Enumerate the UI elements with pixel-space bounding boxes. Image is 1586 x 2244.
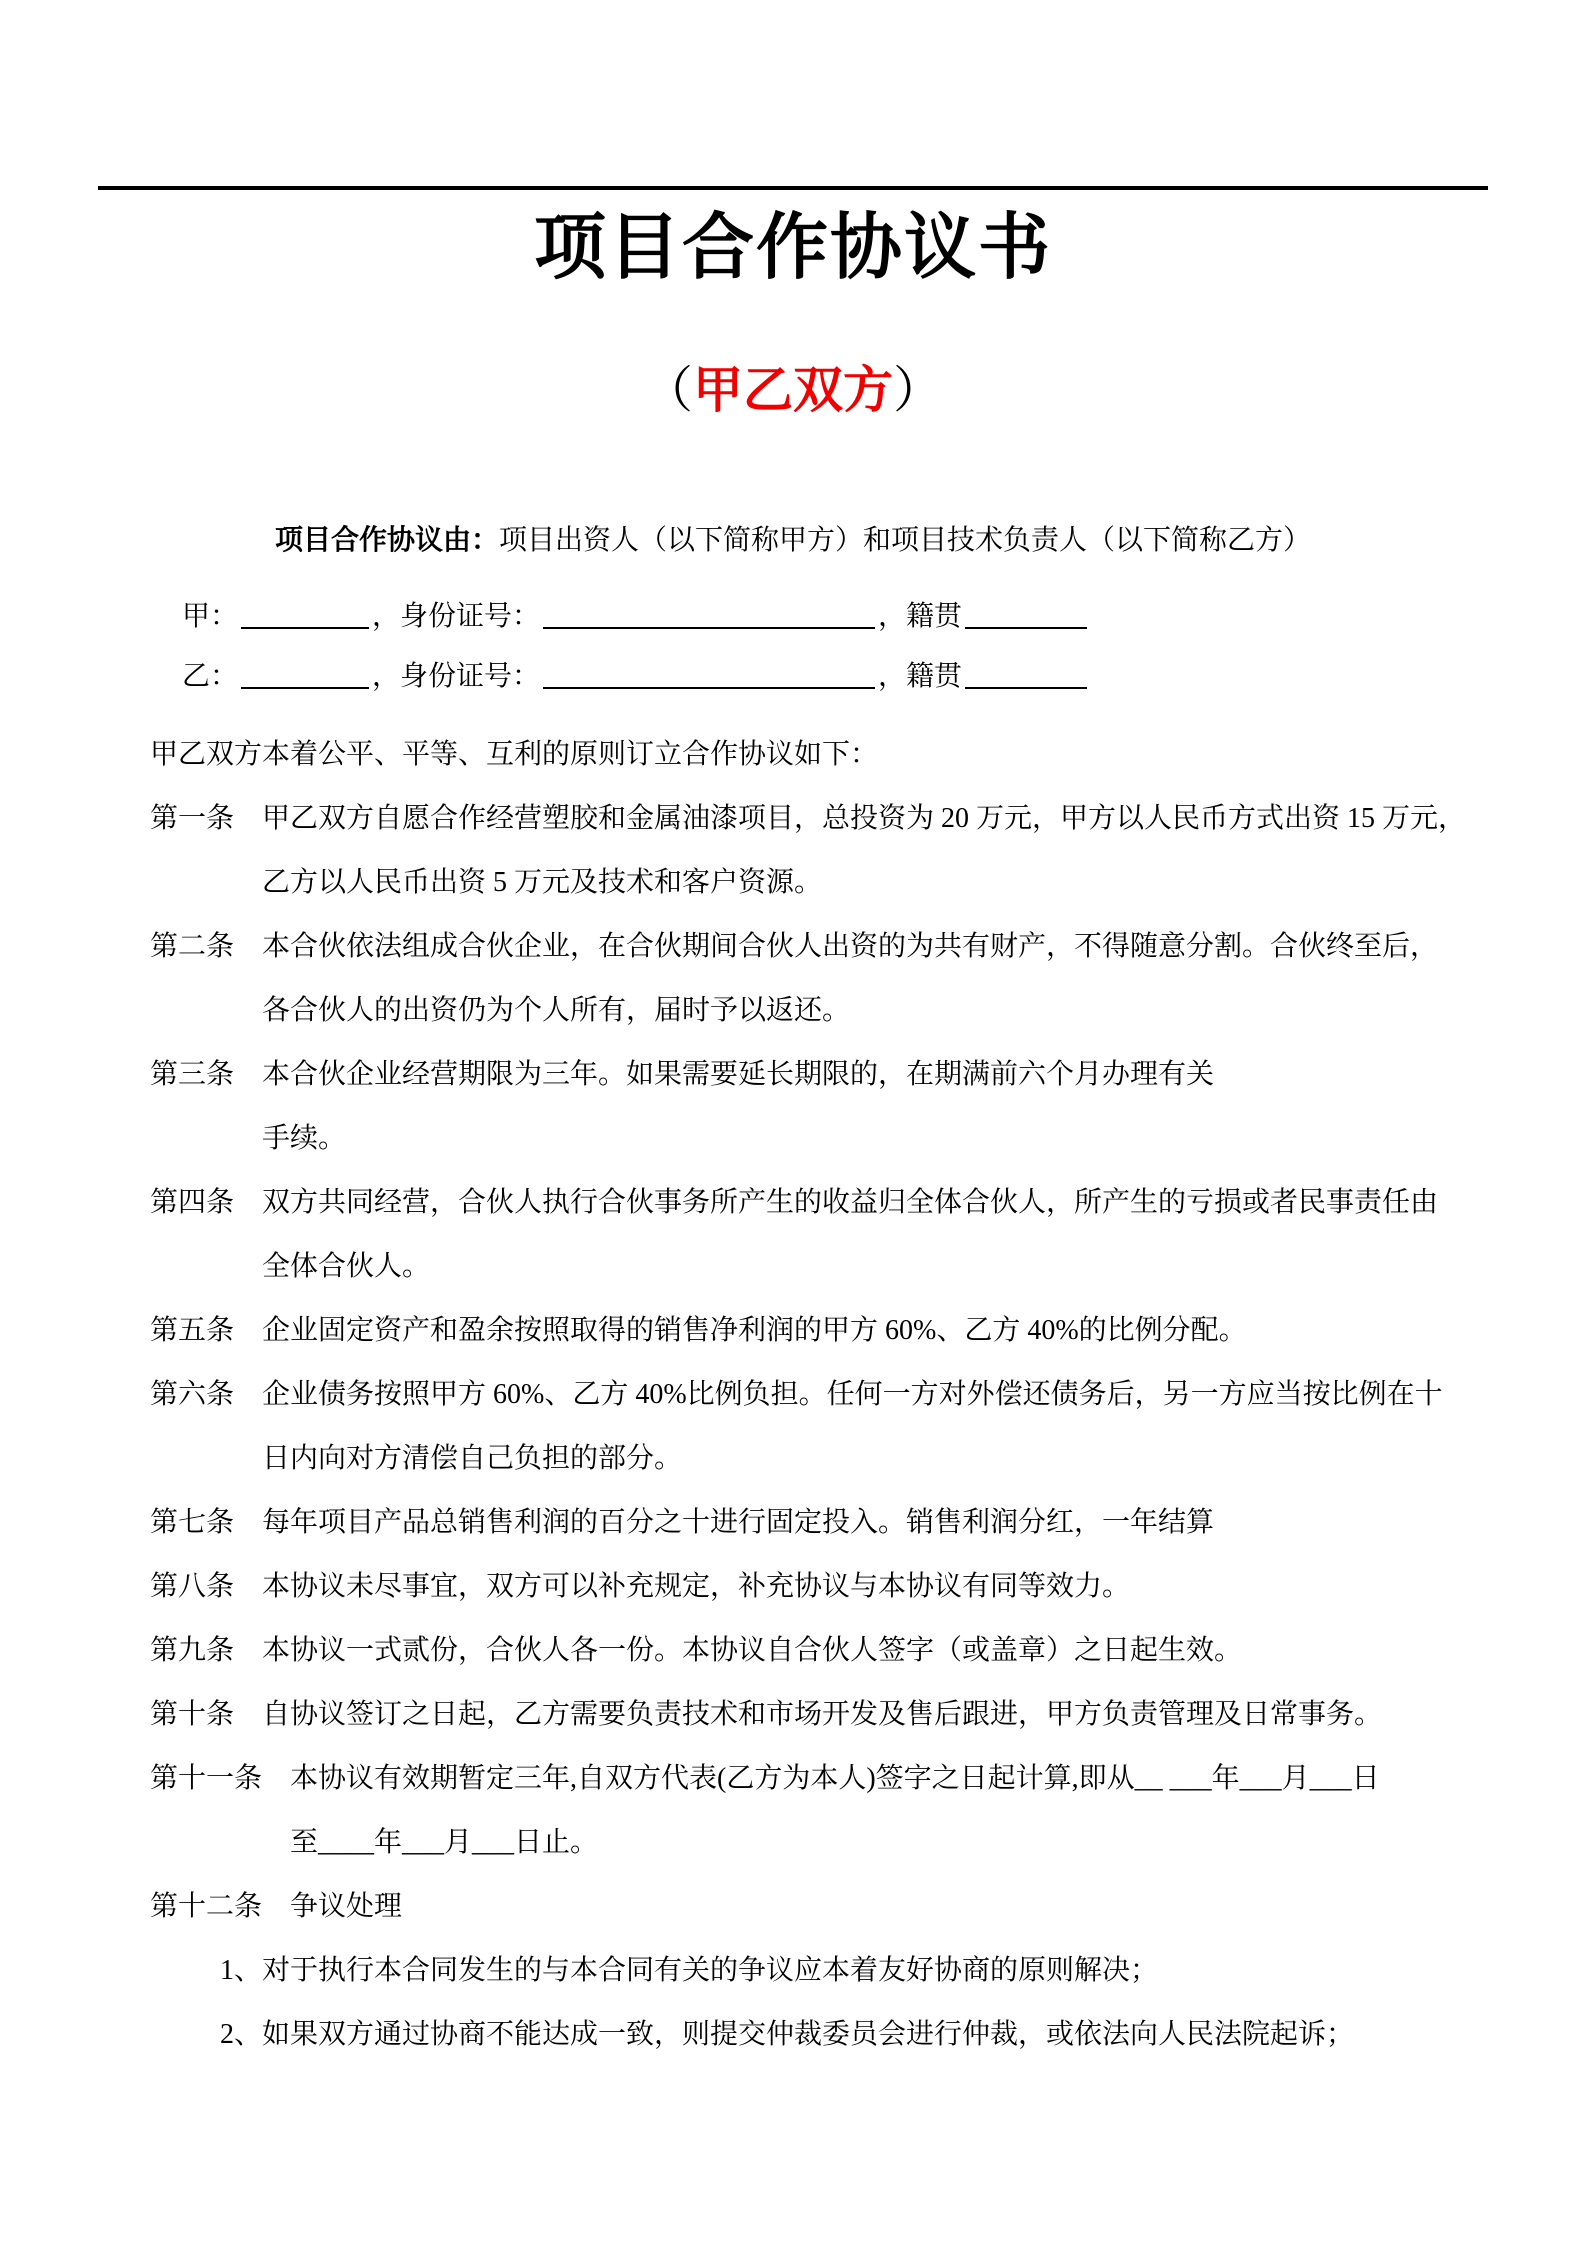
subtitle-close-paren: ） bbox=[893, 361, 943, 418]
subtitle-red-text: 甲乙双方 bbox=[693, 361, 893, 418]
article-2 bbox=[150, 915, 1488, 1043]
article-line: 每年项目产品总销售利润的百分之十进行固定投入。销售利润分红，一年结算 bbox=[262, 1506, 1215, 1538]
article-label: 第十二条 bbox=[150, 1890, 263, 1922]
intro-paragraph bbox=[98, 511, 1488, 571]
page-subtitle bbox=[98, 358, 1488, 423]
article-content bbox=[262, 1363, 1488, 1491]
article-content bbox=[262, 1043, 1488, 1171]
party-b-origin-blank bbox=[965, 687, 1087, 689]
article-label: 第八条 bbox=[150, 1570, 235, 1602]
article-line: 本协议未尽事宜，双方可以补充规定，补充协议与本协议有同等效力。 bbox=[262, 1570, 1131, 1602]
article-content bbox=[262, 1491, 1488, 1555]
dispute-item: 2、如果双方通过协商不能达成一致，则提交仲裁委员会进行仲裁，或依法向人民法院起诉； bbox=[220, 2018, 1355, 2050]
article-line: 本合伙依法组成合伙企业，在合伙期间合伙人出资的为共有财产，不得随意分割。合伙终至后， bbox=[262, 930, 1439, 962]
article-12 bbox=[150, 1875, 1488, 1939]
article-line: 各合伙人的出资仍为个人所有，届时予以返还。 bbox=[262, 994, 851, 1026]
party-b-label: 乙： bbox=[182, 660, 239, 692]
article-label: 第十一条 bbox=[150, 1762, 263, 1794]
article-line: 本协议有效期暂定三年,自双方代表(乙方为本人)签字之日起计算,即从__ ___年___月___日 bbox=[290, 1762, 1380, 1794]
article-line: 本合伙企业经营期限为三年。如果需要延长期限的，在期满前六个月办理有关 bbox=[262, 1058, 1215, 1090]
article-label: 第一条 bbox=[150, 802, 235, 834]
article-5 bbox=[150, 1299, 1488, 1363]
article-content bbox=[262, 1299, 1488, 1363]
article-line: 双方共同经营，合伙人执行合伙事务所产生的收益归全体合伙人，所产生的亏损或者民事责任由 bbox=[262, 1186, 1439, 1218]
party-a-row bbox=[182, 587, 1488, 647]
article-line: 手续。 bbox=[262, 1122, 347, 1154]
article-label: 第二条 bbox=[150, 930, 235, 962]
page-title: 项目合作协议书 bbox=[533, 208, 1052, 288]
party-a-name-blank bbox=[241, 627, 369, 629]
party-b-id-blank bbox=[543, 687, 875, 689]
article-content bbox=[262, 1619, 1488, 1683]
principle-line: 甲乙双方本着公平、平等、互利的原则订立合作协议如下： bbox=[150, 738, 879, 770]
party-b-row bbox=[182, 647, 1488, 707]
article-11 bbox=[150, 1747, 1488, 1875]
article-9 bbox=[150, 1619, 1488, 1683]
article-label: 第四条 bbox=[150, 1186, 235, 1218]
articles-section bbox=[150, 723, 1488, 2067]
article-6 bbox=[150, 1363, 1488, 1491]
article-label: 第九条 bbox=[150, 1634, 235, 1666]
article-line: 日内向对方清偿自己负担的部分。 bbox=[262, 1442, 683, 1474]
party-a-origin-label: ，籍贯 bbox=[878, 600, 963, 632]
article-line: 争议处理 bbox=[290, 1890, 403, 1922]
intro-label: 项目合作协议由： bbox=[274, 524, 499, 556]
article-label: 第五条 bbox=[150, 1314, 235, 1346]
article-3 bbox=[150, 1043, 1488, 1171]
article-content bbox=[262, 787, 1488, 915]
article-content bbox=[290, 1747, 1488, 1875]
title-rule bbox=[98, 186, 1488, 190]
article-line: 企业固定资产和盈余按照取得的销售净利润的甲方 60%、乙方 40%的比例分配。 bbox=[262, 1314, 1247, 1346]
article-label: 第七条 bbox=[150, 1506, 235, 1538]
party-a-label: 甲： bbox=[182, 600, 239, 632]
article-10 bbox=[150, 1683, 1488, 1747]
article-line: 甲乙双方自愿合作经营塑胶和金属油漆项目，总投资为 20 万元，甲方以人民币方式出资 15 万元， bbox=[262, 802, 1467, 834]
party-a-id-blank bbox=[543, 627, 875, 629]
party-a-origin-blank bbox=[965, 627, 1087, 629]
party-a-id-label: ，身份证号： bbox=[372, 600, 541, 632]
article-4 bbox=[150, 1171, 1488, 1299]
party-b-origin-label: ，籍贯 bbox=[878, 660, 963, 692]
article-line: 全体合伙人。 bbox=[262, 1250, 431, 1282]
intro-text: 项目出资人（以下简称甲方）和项目技术负责人（以下简称乙方） bbox=[499, 524, 1312, 556]
article-content bbox=[262, 1555, 1488, 1619]
article-content bbox=[290, 1875, 1488, 1939]
article-label: 第三条 bbox=[150, 1058, 235, 1090]
article-8 bbox=[150, 1555, 1488, 1619]
subtitle-open-paren: （ bbox=[643, 361, 693, 418]
party-b-name-blank bbox=[241, 687, 369, 689]
article-content bbox=[262, 915, 1488, 1043]
article-content bbox=[262, 1171, 1488, 1299]
article-label: 第十条 bbox=[150, 1698, 235, 1730]
article-line: 乙方以人民币出资 5 万元及技术和客户资源。 bbox=[262, 866, 823, 898]
article-line: 企业债务按照甲方 60%、乙方 40%比例负担。任何一方对外偿还债务后，另一方应当按比例在十 bbox=[262, 1378, 1443, 1410]
article-1 bbox=[150, 787, 1488, 915]
dispute-item: 1、对于执行本合同发生的与本合同有关的争议应本着友好协商的原则解决； bbox=[220, 1954, 1159, 1986]
party-b-id-label: ，身份证号： bbox=[372, 660, 541, 692]
article-7 bbox=[150, 1491, 1488, 1555]
article-content bbox=[262, 1683, 1488, 1747]
article-line: 自协议签订之日起，乙方需要负责技术和市场开发及售后跟进，甲方负责管理及日常事务。 bbox=[262, 1698, 1383, 1730]
article-label: 第六条 bbox=[150, 1378, 235, 1410]
article-line: 至____年___月___日止。 bbox=[290, 1826, 599, 1858]
article-line: 本协议一式贰份，合伙人各一份。本协议自合伙人签字（或盖章）之日起生效。 bbox=[262, 1634, 1243, 1666]
